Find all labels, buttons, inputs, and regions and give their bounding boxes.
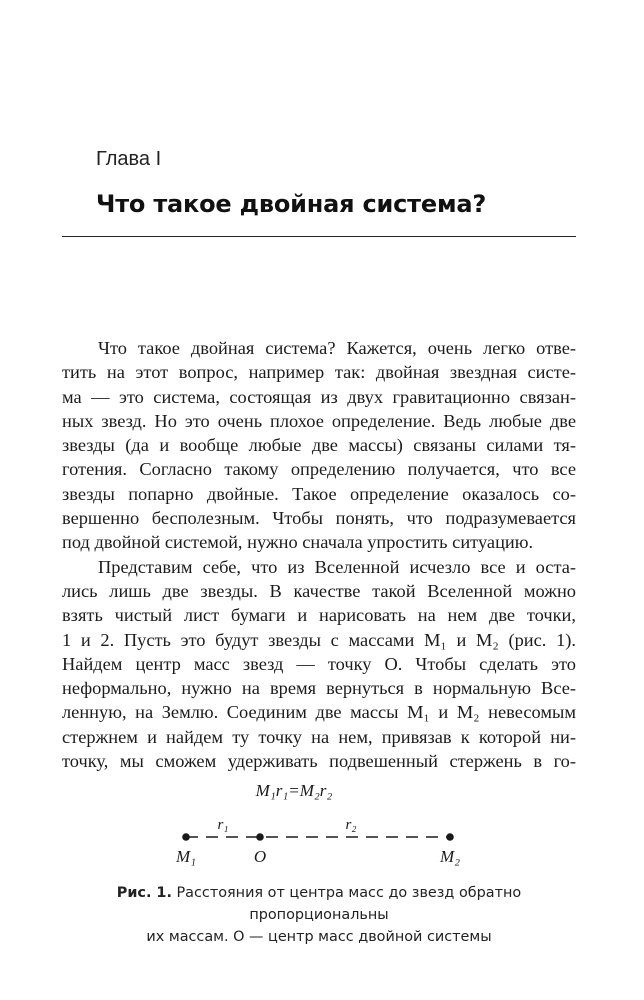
text-line: взять чистый лист бумаги и нарисовать на нем две точки,	[62, 605, 576, 626]
text-line: неформально, нужно на время вернуться в нормальную Все-	[62, 678, 576, 699]
figure-1	[62, 780, 576, 880]
point-label-o: O	[253, 847, 267, 866]
center-of-mass-diagram	[62, 780, 576, 880]
text-line: 1 и 2. Пусть это будут звезды с массами M₁ и M₂ (рис. 1).	[62, 629, 576, 650]
text-line: под двойной системой, нужно сначала упростить ситуацию.	[62, 532, 534, 553]
text-line: звезды (да и вообще любые две массы) связаны силами тя-	[62, 435, 576, 456]
chapter-title: Что такое двойная система?	[96, 190, 487, 218]
text-line: лись лишь две звезды. В качестве такой Вселенной можно	[62, 580, 576, 601]
paragraph-2	[62, 555, 576, 774]
text-line: готения. Согласно такому определению получается, что все	[62, 459, 576, 480]
point-label-m1: M₁	[175, 847, 197, 866]
point-o	[256, 833, 264, 841]
text-line: Что такое двойная система? Кажется, очень легко отве-	[98, 338, 576, 358]
title-rule	[62, 236, 576, 237]
body-text	[62, 336, 576, 773]
text-line: вершенно бесполезным. Чтобы понять, что подразумевается	[62, 508, 576, 529]
text-line: стержнем и найдем ту точку на нем, привязав к которой ни-	[62, 726, 576, 747]
paragraph-1	[62, 336, 576, 555]
segment-label-r2: r₂	[345, 817, 357, 833]
text-line: тить на этот вопрос, например так: двойная звездная систе-	[62, 362, 576, 383]
text-line: звезды попарно двойные. Такое определение оказалось со-	[62, 483, 576, 504]
point-m1	[182, 833, 190, 841]
caption-text-1: Расстояния от центра масс до звезд обратно пропорциональны	[176, 885, 522, 923]
chapter-label: Глава I	[96, 148, 162, 170]
caption-line-1	[62, 882, 576, 926]
figure-caption	[62, 882, 576, 948]
equation: M₁r₁=M₂r₂	[255, 781, 333, 800]
point-label-m2: M₂	[439, 847, 461, 866]
caption-text-2: их массам. O — центр масс двойной системы	[146, 929, 492, 945]
text-line: точку, мы сможем удерживать подвешенный стержень в го-	[62, 751, 576, 772]
text-line: ных звезд. Но это очень плохое определение. Ведь любые две	[62, 410, 576, 431]
point-m2	[446, 833, 454, 841]
segment-label-r1: r₁	[217, 817, 229, 833]
caption-label: Рис. 1.	[116, 885, 172, 901]
text-line: Представим себе, что из Вселенной исчезло все и оста-	[98, 556, 576, 577]
text-line: Найдем центр масс звезд — точку O. Чтобы сделать это	[62, 653, 576, 674]
text-line: ленную, на Землю. Соединим две массы M₁ и M₂ невесомым	[62, 702, 576, 723]
text-line: ма — это система, состоящая из двух гравитационно связан-	[62, 386, 576, 407]
